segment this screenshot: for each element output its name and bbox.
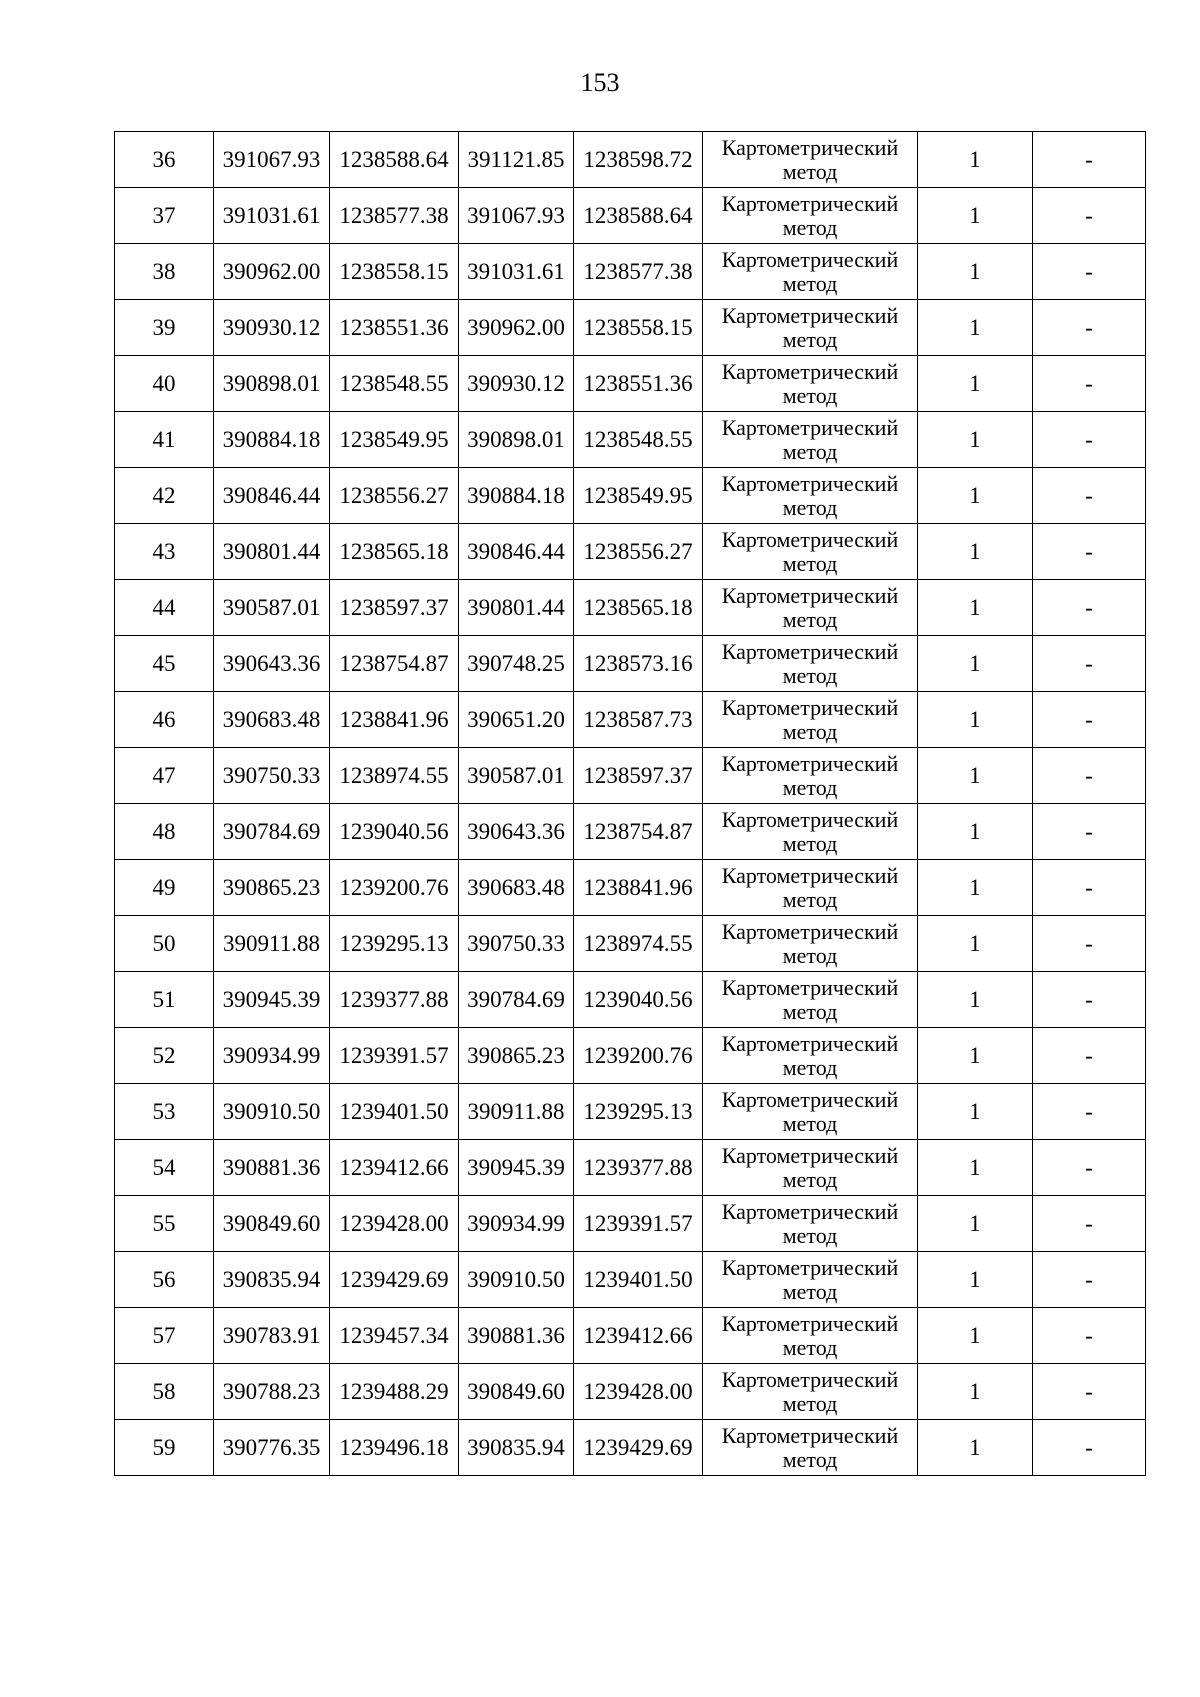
y-start-cell: 1238558.15 (330, 244, 459, 300)
accuracy-cell: 1 (918, 1028, 1033, 1084)
y-end-cell: 1239429.69 (574, 1420, 703, 1476)
y-start-cell: 1239391.57 (330, 1028, 459, 1084)
method-line-1: Картометрический (721, 1254, 899, 1280)
x-end-cell: 390643.36 (459, 804, 574, 860)
method-line-1: Картометрический (721, 750, 899, 776)
note-cell: - (1033, 1252, 1146, 1308)
y-start-cell: 1238577.38 (330, 188, 459, 244)
y-end-cell: 1239401.50 (574, 1252, 703, 1308)
y-start-cell: 1238974.55 (330, 748, 459, 804)
y-end-cell: 1239040.56 (574, 972, 703, 1028)
method-line-2: метод (782, 774, 838, 800)
y-start-cell: 1239457.34 (330, 1308, 459, 1364)
accuracy-cell: 1 (918, 1364, 1033, 1420)
x-end-cell: 390930.12 (459, 356, 574, 412)
note-cell: - (1033, 356, 1146, 412)
y-end-cell: 1238598.72 (574, 132, 703, 188)
method-line-1: Картометрический (721, 190, 899, 216)
accuracy-cell: 1 (918, 524, 1033, 580)
method-line-2: метод (782, 1054, 838, 1080)
method-line-2: метод (782, 438, 838, 464)
method-line-2: метод (782, 382, 838, 408)
y-end-cell: 1238558.15 (574, 300, 703, 356)
x-start-cell: 390784.69 (214, 804, 330, 860)
method-cell (703, 244, 918, 300)
point-number-cell: 54 (115, 1140, 214, 1196)
method-line-1: Картометрический (721, 246, 899, 272)
method-cell (703, 1308, 918, 1364)
note-cell: - (1033, 860, 1146, 916)
y-end-cell: 1239377.88 (574, 1140, 703, 1196)
accuracy-cell: 1 (918, 860, 1033, 916)
y-end-cell: 1239295.13 (574, 1084, 703, 1140)
x-start-cell: 390945.39 (214, 972, 330, 1028)
y-end-cell: 1238565.18 (574, 580, 703, 636)
x-start-cell: 390835.94 (214, 1252, 330, 1308)
method-cell (703, 1364, 918, 1420)
method-line-2: метод (782, 1110, 838, 1136)
y-start-cell: 1239295.13 (330, 916, 459, 972)
table-row (115, 1140, 1146, 1196)
point-number-cell: 46 (115, 692, 214, 748)
accuracy-cell: 1 (918, 300, 1033, 356)
table-row (115, 356, 1146, 412)
x-start-cell: 390865.23 (214, 860, 330, 916)
note-cell: - (1033, 1364, 1146, 1420)
x-end-cell: 390911.88 (459, 1084, 574, 1140)
x-start-cell: 390934.99 (214, 1028, 330, 1084)
y-end-cell: 1238573.16 (574, 636, 703, 692)
y-end-cell: 1239391.57 (574, 1196, 703, 1252)
x-start-cell: 390788.23 (214, 1364, 330, 1420)
point-number-cell: 55 (115, 1196, 214, 1252)
point-number-cell: 38 (115, 244, 214, 300)
note-cell: - (1033, 748, 1146, 804)
y-start-cell: 1238754.87 (330, 636, 459, 692)
table-row (115, 412, 1146, 468)
coordinates-table (114, 131, 1146, 1476)
table-row (115, 692, 1146, 748)
method-cell (703, 972, 918, 1028)
point-number-cell: 49 (115, 860, 214, 916)
table-row (115, 1252, 1146, 1308)
note-cell: - (1033, 972, 1146, 1028)
method-cell (703, 1196, 918, 1252)
accuracy-cell: 1 (918, 692, 1033, 748)
point-number-cell: 48 (115, 804, 214, 860)
x-end-cell: 390651.20 (459, 692, 574, 748)
accuracy-cell: 1 (918, 1084, 1033, 1140)
note-cell: - (1033, 524, 1146, 580)
y-start-cell: 1238549.95 (330, 412, 459, 468)
method-cell (703, 636, 918, 692)
method-cell (703, 692, 918, 748)
table-row (115, 1028, 1146, 1084)
table-row (115, 860, 1146, 916)
method-line-1: Картометрический (721, 1310, 899, 1336)
table-row (115, 1364, 1146, 1420)
method-cell (703, 468, 918, 524)
method-line-2: метод (782, 606, 838, 632)
accuracy-cell: 1 (918, 804, 1033, 860)
point-number-cell: 37 (115, 188, 214, 244)
y-start-cell: 1239412.66 (330, 1140, 459, 1196)
table-row (115, 524, 1146, 580)
method-line-1: Картометрический (721, 974, 899, 1000)
table-body (115, 132, 1146, 1476)
y-end-cell: 1238588.64 (574, 188, 703, 244)
point-number-cell: 58 (115, 1364, 214, 1420)
x-end-cell: 390934.99 (459, 1196, 574, 1252)
y-end-cell: 1239428.00 (574, 1364, 703, 1420)
table-row (115, 1308, 1146, 1364)
table-row (115, 1196, 1146, 1252)
method-line-1: Картометрический (721, 358, 899, 384)
method-cell (703, 1420, 918, 1476)
note-cell: - (1033, 412, 1146, 468)
x-end-cell: 390865.23 (459, 1028, 574, 1084)
note-cell: - (1033, 244, 1146, 300)
point-number-cell: 47 (115, 748, 214, 804)
method-line-1: Картометрический (721, 134, 899, 160)
y-end-cell: 1238974.55 (574, 916, 703, 972)
accuracy-cell: 1 (918, 244, 1033, 300)
table-row (115, 244, 1146, 300)
method-line-2: метод (782, 718, 838, 744)
note-cell: - (1033, 468, 1146, 524)
y-start-cell: 1238551.36 (330, 300, 459, 356)
y-end-cell: 1238556.27 (574, 524, 703, 580)
point-number-cell: 43 (115, 524, 214, 580)
method-line-2: метод (782, 1222, 838, 1248)
method-cell (703, 1252, 918, 1308)
x-end-cell: 391031.61 (459, 244, 574, 300)
method-line-2: метод (782, 998, 838, 1024)
x-start-cell: 390881.36 (214, 1140, 330, 1196)
method-cell (703, 804, 918, 860)
accuracy-cell: 1 (918, 580, 1033, 636)
point-number-cell: 41 (115, 412, 214, 468)
table-row (115, 748, 1146, 804)
method-line-2: метод (782, 494, 838, 520)
x-end-cell: 390683.48 (459, 860, 574, 916)
note-cell: - (1033, 300, 1146, 356)
table-row (115, 972, 1146, 1028)
note-cell: - (1033, 1420, 1146, 1476)
accuracy-cell: 1 (918, 188, 1033, 244)
y-end-cell: 1238754.87 (574, 804, 703, 860)
accuracy-cell: 1 (918, 1420, 1033, 1476)
x-end-cell: 390962.00 (459, 300, 574, 356)
method-line-1: Картометрический (721, 1142, 899, 1168)
y-end-cell: 1239200.76 (574, 1028, 703, 1084)
note-cell: - (1033, 804, 1146, 860)
x-start-cell: 390683.48 (214, 692, 330, 748)
method-line-2: метод (782, 326, 838, 352)
accuracy-cell: 1 (918, 132, 1033, 188)
x-start-cell: 390750.33 (214, 748, 330, 804)
point-number-cell: 52 (115, 1028, 214, 1084)
point-number-cell: 56 (115, 1252, 214, 1308)
y-start-cell: 1239377.88 (330, 972, 459, 1028)
point-number-cell: 40 (115, 356, 214, 412)
method-line-2: метод (782, 1166, 838, 1192)
point-number-cell: 57 (115, 1308, 214, 1364)
method-line-1: Картометрический (721, 414, 899, 440)
y-end-cell: 1238549.95 (574, 468, 703, 524)
x-start-cell: 390884.18 (214, 412, 330, 468)
method-line-1: Картометрический (721, 694, 899, 720)
accuracy-cell: 1 (918, 1196, 1033, 1252)
y-start-cell: 1238548.55 (330, 356, 459, 412)
point-number-cell: 59 (115, 1420, 214, 1476)
y-end-cell: 1238597.37 (574, 748, 703, 804)
point-number-cell: 51 (115, 972, 214, 1028)
note-cell: - (1033, 580, 1146, 636)
x-end-cell: 390801.44 (459, 580, 574, 636)
x-start-cell: 390776.35 (214, 1420, 330, 1476)
method-cell (703, 300, 918, 356)
table-row (115, 468, 1146, 524)
method-line-2: метод (782, 886, 838, 912)
method-line-2: метод (782, 942, 838, 968)
accuracy-cell: 1 (918, 916, 1033, 972)
y-end-cell: 1238577.38 (574, 244, 703, 300)
x-start-cell: 391031.61 (214, 188, 330, 244)
x-start-cell: 390801.44 (214, 524, 330, 580)
accuracy-cell: 1 (918, 748, 1033, 804)
y-start-cell: 1239488.29 (330, 1364, 459, 1420)
x-end-cell: 390750.33 (459, 916, 574, 972)
accuracy-cell: 1 (918, 1252, 1033, 1308)
table-row (115, 804, 1146, 860)
y-start-cell: 1238556.27 (330, 468, 459, 524)
y-start-cell: 1238565.18 (330, 524, 459, 580)
table-row (115, 132, 1146, 188)
table-row (115, 916, 1146, 972)
y-start-cell: 1239429.69 (330, 1252, 459, 1308)
method-cell (703, 1140, 918, 1196)
accuracy-cell: 1 (918, 636, 1033, 692)
x-end-cell: 390945.39 (459, 1140, 574, 1196)
accuracy-cell: 1 (918, 356, 1033, 412)
x-end-cell: 390849.60 (459, 1364, 574, 1420)
x-start-cell: 390846.44 (214, 468, 330, 524)
note-cell: - (1033, 1140, 1146, 1196)
table-row (115, 1420, 1146, 1476)
method-line-2: метод (782, 662, 838, 688)
note-cell: - (1033, 1028, 1146, 1084)
y-end-cell: 1238551.36 (574, 356, 703, 412)
method-cell (703, 1084, 918, 1140)
note-cell: - (1033, 188, 1146, 244)
x-start-cell: 390930.12 (214, 300, 330, 356)
method-line-2: метод (782, 1334, 838, 1360)
method-line-1: Картометрический (721, 1086, 899, 1112)
method-line-1: Картометрический (721, 302, 899, 328)
x-start-cell: 390910.50 (214, 1084, 330, 1140)
note-cell: - (1033, 1308, 1146, 1364)
accuracy-cell: 1 (918, 972, 1033, 1028)
method-line-1: Картометрический (721, 862, 899, 888)
x-end-cell: 390884.18 (459, 468, 574, 524)
x-start-cell: 390849.60 (214, 1196, 330, 1252)
method-cell (703, 1028, 918, 1084)
accuracy-cell: 1 (918, 468, 1033, 524)
y-start-cell: 1239496.18 (330, 1420, 459, 1476)
note-cell: - (1033, 692, 1146, 748)
y-start-cell: 1239428.00 (330, 1196, 459, 1252)
point-number-cell: 45 (115, 636, 214, 692)
x-start-cell: 390898.01 (214, 356, 330, 412)
method-cell (703, 188, 918, 244)
method-line-2: метод (782, 1390, 838, 1416)
x-end-cell: 390784.69 (459, 972, 574, 1028)
note-cell: - (1033, 636, 1146, 692)
method-cell (703, 748, 918, 804)
x-end-cell: 390898.01 (459, 412, 574, 468)
method-line-1: Картометрический (721, 918, 899, 944)
y-end-cell: 1239412.66 (574, 1308, 703, 1364)
method-line-2: метод (782, 550, 838, 576)
x-start-cell: 390587.01 (214, 580, 330, 636)
method-line-1: Картометрический (721, 1030, 899, 1056)
x-end-cell: 390587.01 (459, 748, 574, 804)
x-end-cell: 390846.44 (459, 524, 574, 580)
method-cell (703, 132, 918, 188)
y-start-cell: 1239401.50 (330, 1084, 459, 1140)
y-start-cell: 1239200.76 (330, 860, 459, 916)
method-line-1: Картометрический (721, 638, 899, 664)
method-line-2: метод (782, 830, 838, 856)
point-number-cell: 39 (115, 300, 214, 356)
point-number-cell: 44 (115, 580, 214, 636)
y-end-cell: 1238548.55 (574, 412, 703, 468)
table-row (115, 300, 1146, 356)
note-cell: - (1033, 1196, 1146, 1252)
method-line-2: метод (782, 158, 838, 184)
x-start-cell: 390911.88 (214, 916, 330, 972)
method-cell (703, 580, 918, 636)
x-start-cell: 391067.93 (214, 132, 330, 188)
accuracy-cell: 1 (918, 1308, 1033, 1364)
method-line-2: метод (782, 214, 838, 240)
x-end-cell: 390748.25 (459, 636, 574, 692)
x-start-cell: 390643.36 (214, 636, 330, 692)
method-line-2: метод (782, 270, 838, 296)
accuracy-cell: 1 (918, 412, 1033, 468)
method-line-1: Картометрический (721, 582, 899, 608)
note-cell: - (1033, 1084, 1146, 1140)
method-line-1: Картометрический (721, 1366, 899, 1392)
table-row (115, 636, 1146, 692)
y-start-cell: 1238588.64 (330, 132, 459, 188)
method-line-2: метод (782, 1278, 838, 1304)
method-cell (703, 412, 918, 468)
table-row (115, 188, 1146, 244)
y-end-cell: 1238587.73 (574, 692, 703, 748)
method-line-1: Картометрический (721, 1198, 899, 1224)
point-number-cell: 36 (115, 132, 214, 188)
x-start-cell: 390962.00 (214, 244, 330, 300)
table-row (115, 1084, 1146, 1140)
accuracy-cell: 1 (918, 1140, 1033, 1196)
method-line-1: Картометрический (721, 526, 899, 552)
method-line-2: метод (782, 1446, 838, 1472)
y-end-cell: 1238841.96 (574, 860, 703, 916)
point-number-cell: 42 (115, 468, 214, 524)
method-cell (703, 916, 918, 972)
y-start-cell: 1238597.37 (330, 580, 459, 636)
method-cell (703, 524, 918, 580)
x-end-cell: 390910.50 (459, 1252, 574, 1308)
page-number: 153 (580, 68, 620, 97)
y-start-cell: 1239040.56 (330, 804, 459, 860)
y-start-cell: 1238841.96 (330, 692, 459, 748)
x-start-cell: 390783.91 (214, 1308, 330, 1364)
method-line-1: Картометрический (721, 1422, 899, 1448)
method-cell (703, 860, 918, 916)
method-line-1: Картометрический (721, 806, 899, 832)
x-end-cell: 390835.94 (459, 1420, 574, 1476)
note-cell: - (1033, 132, 1146, 188)
x-end-cell: 391121.85 (459, 132, 574, 188)
method-cell (703, 356, 918, 412)
point-number-cell: 50 (115, 916, 214, 972)
table-row (115, 580, 1146, 636)
x-end-cell: 390881.36 (459, 1308, 574, 1364)
note-cell: - (1033, 916, 1146, 972)
method-line-1: Картометрический (721, 470, 899, 496)
point-number-cell: 53 (115, 1084, 214, 1140)
x-end-cell: 391067.93 (459, 188, 574, 244)
